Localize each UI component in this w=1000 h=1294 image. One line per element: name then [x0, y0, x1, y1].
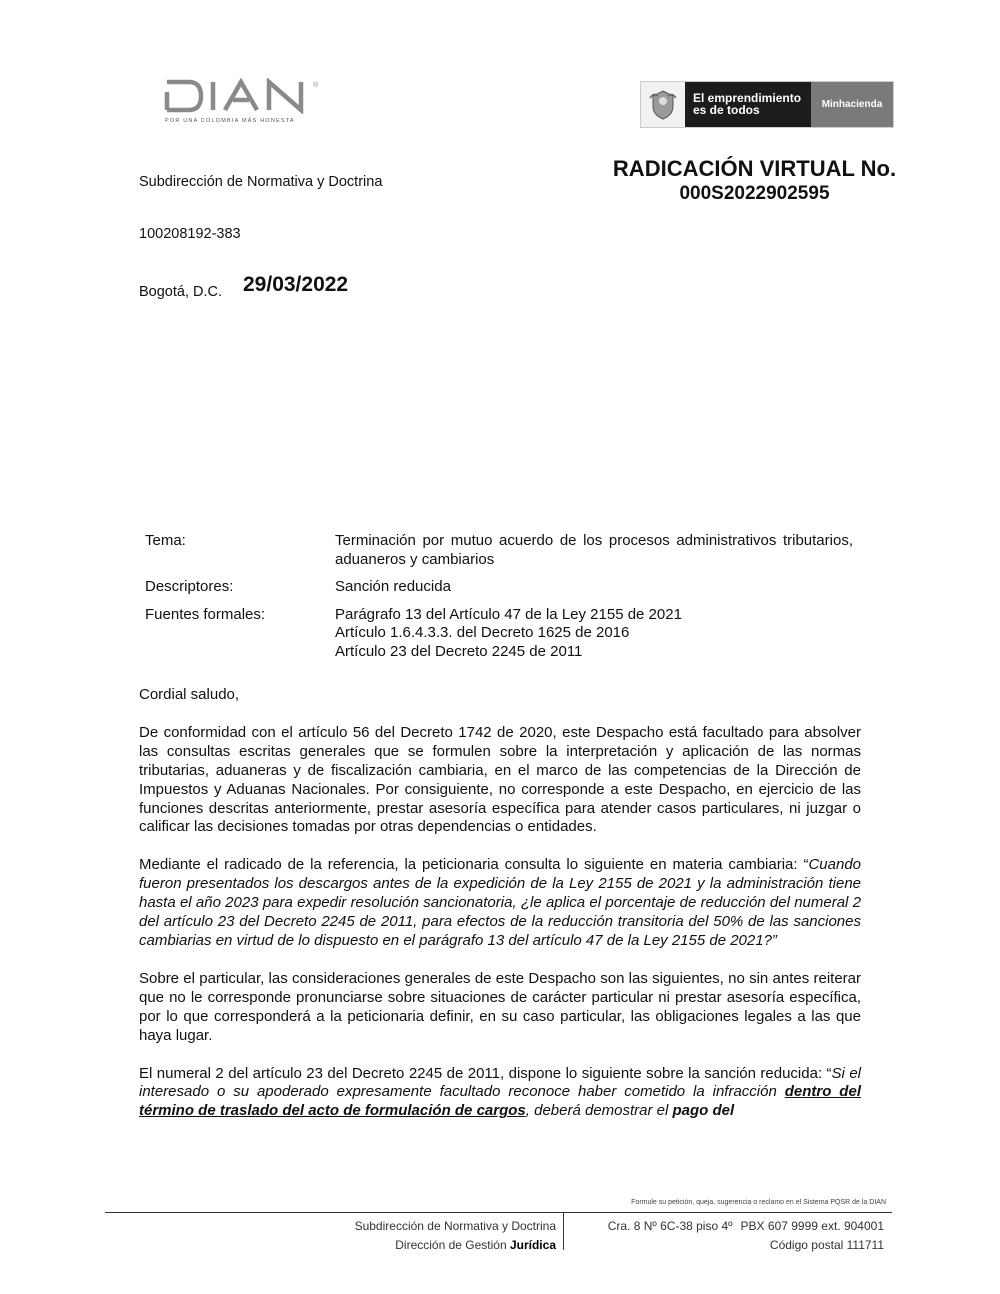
gov-banner-line2: es de todos [693, 103, 760, 117]
paragraph-4 [139, 1065, 861, 1122]
tema-value: Terminación por mutuo acuerdo de los procesos administrativos tributarios, aduaneros y cambiarios [335, 532, 853, 568]
reference-number: 100208192-383 [139, 226, 241, 242]
gov-banner-slogan [685, 82, 811, 127]
radicacion-block [598, 156, 911, 206]
dian-tagline: POR UNA COLOMBIA MÁS HONESTA [165, 118, 295, 124]
paragraph-2 [139, 856, 861, 951]
footer-address: Cra. 8 Nº 6C-38 piso 4º [607, 1219, 733, 1233]
fuentes-item: Artículo 23 del Decreto 2245 de 2011 [335, 642, 583, 660]
fuentes-label: Fuentes formales: [145, 605, 266, 623]
dian-logo [163, 78, 328, 128]
footer-subdireccion: Subdirección de Normativa y Doctrina [354, 1219, 556, 1233]
paragraph-4-quote-emphasis: dentro del término de traslado del acto de formulación de cargos [139, 1083, 861, 1120]
paragraph-2-quote: Cuando fueron presentados los descargos antes de la expedición de la Ley 2155 de 2021 y la administración tiene hasta el año 2023 para expedir resolución sancionatoria, ¿le aplica el porcentaje de reducción del numeral 2 del artículo 23 del Decreto 2245 de 2011, para efectos de la reducción transitoria del 50% de las sanciones cambiarias en virtud de lo dispuesto en el parágrafo 13 del artículo 47 de la Ley 2155 de 2021?” [139, 856, 861, 949]
letter-body [139, 686, 861, 1121]
meta-row-fuentes [145, 606, 853, 662]
meta-row-descriptores [145, 578, 853, 597]
pqrs-note: Formule su petición, queja, sugerencia o reclamo en el Sistema PQSR de la DIAN [631, 1199, 886, 1206]
gov-banner-ministry: Minhacienda [811, 82, 893, 127]
paragraph-4-quote-b: , deberá demostrar el [525, 1102, 673, 1120]
paragraph-4-quote-a: Si el interesado o su apoderado expresamente facultado reconoce haber cometido la infracción [139, 1064, 861, 1101]
dian-wordmark-icon [163, 78, 323, 114]
footer-postal: Código postal 111711 [769, 1238, 884, 1252]
fuentes-list [335, 606, 853, 662]
footer-dependency [355, 1217, 556, 1255]
paragraph-4-quote-emphasis-2: pago del [672, 1102, 735, 1120]
radicacion-title: RADICACIÓN VIRTUAL No. [612, 156, 897, 181]
footer-contact-row [608, 1217, 884, 1236]
descriptores-label: Descriptores: [145, 578, 234, 595]
footer-phone: PBX 607 9999 ext. 904001 [740, 1219, 884, 1233]
place: Bogotá, D.C. [139, 284, 223, 300]
paragraph-1: De conformidad con el artículo 56 del Decreto 1742 de 2020, este Despacho está facultado para absolver las consultas escritas generales que se formulen sobre la interpretación y aplicación de las normas tributarias, aduaneras y de fiscalización cambiaria, en el marco de las competencias de la Dirección de Impuestos y Aduanas Nacionales. Por consiguiente, no corresponde a este Despacho, en ejercicio de las funciones descritas anteriormente, prestar asesoría específica para atender casos particulares, ni juzgar o calificar las decisiones tomadas por otras dependencias o entidades. [139, 723, 861, 836]
colombia-seal-icon [641, 82, 685, 127]
footer-contact [608, 1217, 884, 1255]
footer-direccion [355, 1236, 556, 1255]
footer-vertical-divider [563, 1213, 564, 1250]
tema-label: Tema: [145, 532, 186, 549]
meta-table [145, 532, 853, 670]
footer-direccion-text: Dirección de Gestión [395, 1238, 510, 1252]
gov-banner-logo [640, 81, 894, 128]
descriptores-value: Sanción reducida [335, 578, 451, 595]
footer-divider [105, 1212, 892, 1213]
gov-banner-line1: El emprendimiento [693, 91, 802, 105]
paragraph-2-intro: Mediante el radicado de la referencia, la peticionaria consulta lo siguiente en materia cambiaria: “ [139, 856, 809, 874]
greeting: Cordial saludo, [139, 686, 240, 703]
paragraph-4-intro: El numeral 2 del artículo 23 del Decreto 2245 de 2011, dispone lo siguiente sobre la sanción reducida: “ [139, 1064, 832, 1082]
subdireccion-header: Subdirección de Normativa y Doctrina [139, 174, 383, 190]
paragraph-3: Sobre el particular, las consideraciones generales de este Despacho son las siguientes, no sin antes reiterar que no le corresponde pronunciarse sobre situaciones de carácter particular ni prestar asesoría específica, por lo que corresponderá a la peticionaria definir, en su caso particular, las obligaciones legales a las que haya lugar. [139, 969, 861, 1044]
meta-row-tema [145, 532, 853, 569]
fuentes-item: Parágrafo 13 del Artículo 47 de la Ley 2155 de 2021 [335, 605, 682, 623]
fuentes-item: Artículo 1.6.4.3.3. del Decreto 1625 de 2016 [335, 624, 630, 641]
svg-text:®: ® [313, 82, 319, 89]
document-date: 29/03/2022 [243, 273, 349, 296]
footer-juridica: Jurídica [509, 1238, 556, 1252]
radicacion-number: 000S2022902595 [679, 183, 830, 204]
